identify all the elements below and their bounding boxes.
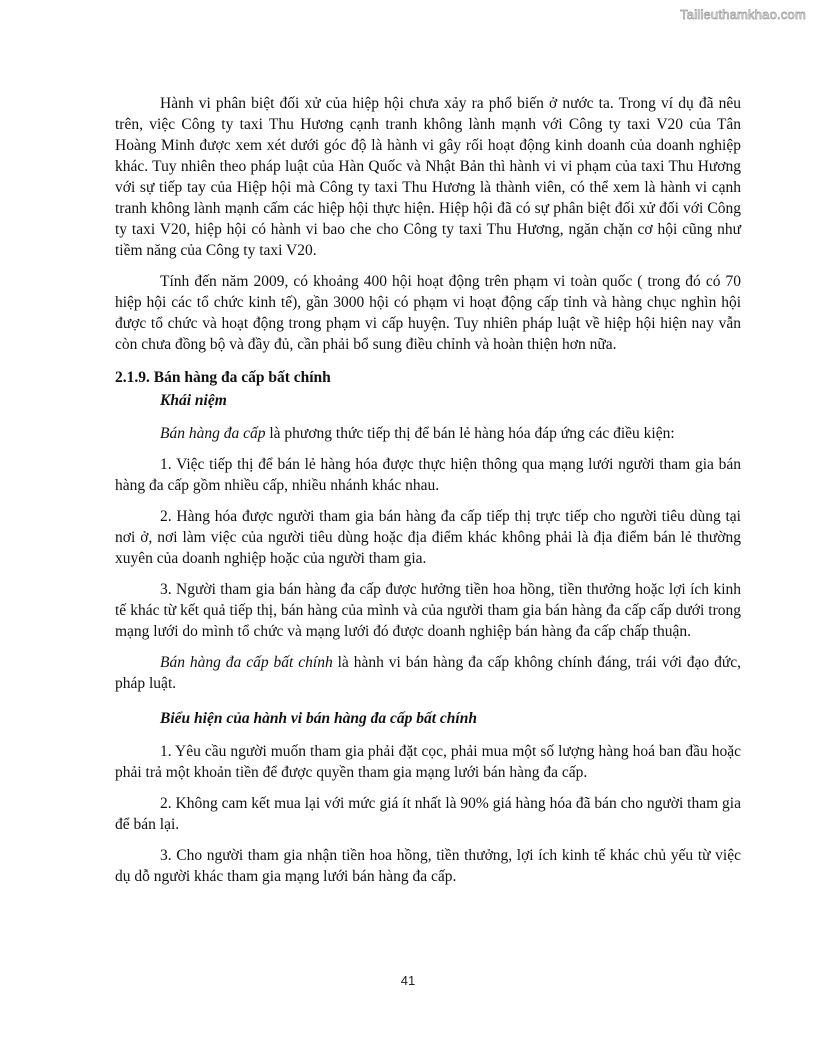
definition-paragraph bbox=[115, 423, 741, 444]
manifest-item: 3. Cho người tham gia nhận tiền hoa hồng, tiền thưởng, lợi ích kinh tế khác chủ yếu từ việc dụ dỗ người khác tham gia mạng lưới bán hàng đa cấp. bbox=[115, 847, 741, 885]
manifest-item: 2. Không cam kết mua lại với mức giá ít nhất là 90% giá hàng hóa đã bán cho người tham gia để bán lại. bbox=[115, 795, 741, 833]
definition-text: là phương thức tiếp thị để bán lẻ hàng hóa đáp ứng các điều kiện: bbox=[265, 425, 675, 442]
condition-item: 3. Người tham gia bán hàng đa cấp được hưởng tiền hoa hồng, tiền thưởng hoặc lợi ích kinh tế khác từ kết quả tiếp thị, bán hàng của mình và của người tham gia bán hàng đa cấp cấp dưới trong mạng lưới do mình tổ chức và mạng lưới đó được doanh nghiệp bán hàng đa cấp chấp thuận. bbox=[115, 581, 741, 640]
condition-item: 2. Hàng hóa được người tham gia bán hàng đa cấp tiếp thị trực tiếp cho người tiêu dùng tại nơi ở, nơi làm việc của người tiêu dùng hoặc địa điểm khác không phải là địa điểm bán lẻ thường xuyên của doanh nghiệp hoặc của người tham gia. bbox=[115, 508, 741, 567]
section-heading: 2.1.9. Bán hàng đa cấp bất chính bbox=[115, 369, 331, 386]
paragraph: Tính đến năm 2009, có khoảng 400 hội hoạt động trên phạm vi toàn quốc ( trong đó có 70 hiệp hội các tổ chức kinh tế), gần 3000 hội có phạm vi hoạt động cấp tỉnh và hàng chục nghìn hội được tổ chức và hoạt động trong phạm vi cấp huyện. Tuy nhiên pháp luật về hiệp hội hiện nay vẫn còn chưa đồng bộ và đầy đủ, cần phải bổ sung điều chỉnh và hoàn thiện hơn nữa. bbox=[115, 273, 741, 353]
manifest-heading: Biểu hiện của hành vi bán hàng đa cấp bất chính bbox=[160, 710, 477, 727]
definition2-term: Bán hàng đa cấp bất chính bbox=[160, 654, 333, 671]
definition2-text: là hành vi bán hàng đa cấp không chính đáng, trái với đạo đức, pháp luật. bbox=[115, 654, 742, 692]
paragraph: Hành vi phân biệt đối xử của hiệp hội chưa xảy ra phổ biến ở nước ta. Trong ví dụ đã nêu trên, việc Công ty taxi Thu Hương cạnh tranh không lành mạnh với Công ty taxi V20 của Tân Hoàng Minh được xem xét dưới góc độ là hành vi gây rối hoạt động kinh doanh của doanh nghiệp khác. Tuy nhiên theo pháp luật của Hàn Quốc và Nhật Bản thì hành vi vi phạm của taxi Thu Hương với sự tiếp tay của Hiệp hội mà Công ty taxi Thu Hương là thành viên, có thể xem là hành vi cạnh tranh không lành mạnh cấm các hiệp hội thực hiện. Hiệp hội đã có sự phân biệt đối xử đối với Công ty taxi V20, hiệp hội có hành vi bao che cho Công ty taxi Thu Hương, ngăn chặn cơ hội cũng như tiềm năng của Công ty taxi V20. bbox=[115, 95, 741, 259]
manifest-item: 1. Yêu cầu người muốn tham gia phải đặt cọc, phải mua một số lượng hàng hoá ban đầu hoặc phải trả một khoản tiền để được quyền tham gia mạng lưới bán hàng đa cấp. bbox=[115, 743, 741, 781]
page-number: 41 bbox=[400, 973, 416, 988]
definition2-paragraph bbox=[115, 652, 741, 694]
document-body bbox=[115, 93, 741, 897]
definition-term: Bán hàng đa cấp bbox=[160, 425, 266, 442]
concept-heading: Khái niệm bbox=[160, 392, 227, 409]
watermark: Tailieuthamkhao.com bbox=[680, 7, 806, 22]
condition-item: 1. Việc tiếp thị để bán lẻ hàng hóa được thực hiện thông qua mạng lưới người tham gia bán hàng đa cấp gồm nhiều cấp, nhiều nhánh khác nhau. bbox=[115, 456, 741, 494]
